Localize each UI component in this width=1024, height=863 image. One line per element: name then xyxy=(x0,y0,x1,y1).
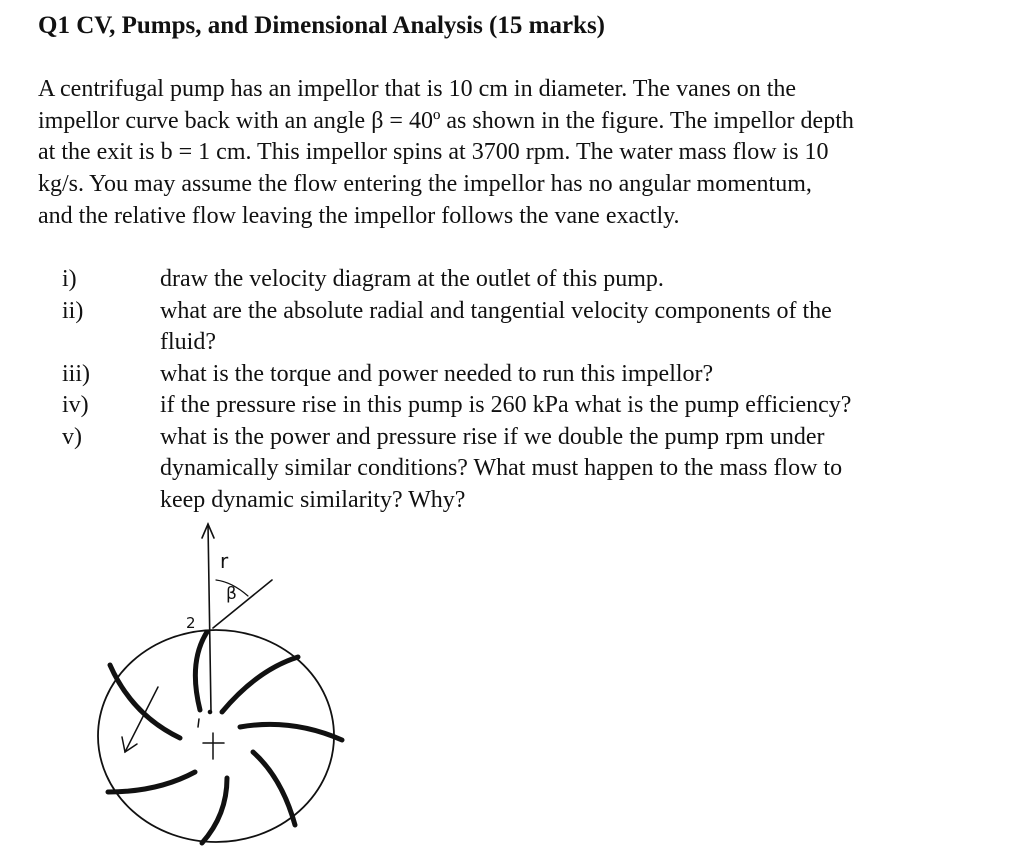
vane xyxy=(222,657,298,712)
part-number: i) xyxy=(62,266,77,292)
inlet-mark xyxy=(198,719,199,727)
part-number: iv) xyxy=(62,392,89,418)
part-text: if the pressure rise in this pump is 260 kPa what is the pump efficiency? xyxy=(160,392,852,418)
vane-angle-line xyxy=(213,580,272,628)
intro-line: A centrifugal pump has an impellor that is 10 cm in diameter. The vanes on the xyxy=(38,76,797,102)
part-text: what are the absolute radial and tangential velocity components of the xyxy=(160,297,832,324)
vane xyxy=(195,632,207,710)
question-title: Q1 CV, Pumps, and Dimensional Analysis (15 marks) xyxy=(38,12,606,39)
intro-line: impellor curve back with an angle β = 40º as shown in the figure. The impellor depth xyxy=(38,107,854,134)
vane xyxy=(108,772,195,792)
inlet-point xyxy=(208,710,212,714)
part-text: draw the velocity diagram at the outlet of this pump. xyxy=(160,266,664,292)
intro-line: kg/s. You may assume the flow entering the impellor has no angular momentum, xyxy=(38,171,812,198)
label-beta: β xyxy=(226,584,237,604)
intro-line: and the relative flow leaving the impellor follows the vane exactly. xyxy=(38,202,680,229)
vane xyxy=(110,665,180,738)
vane xyxy=(240,724,342,740)
part-text: fluid? xyxy=(160,329,216,355)
center-cross xyxy=(203,733,224,759)
part-text: what is the power and pressure rise if we double the pump rpm under xyxy=(160,423,825,450)
part-text: keep dynamic similarity? Why? xyxy=(160,486,466,513)
part-number: v) xyxy=(62,423,82,450)
radial-axis-arrow xyxy=(208,524,211,712)
vane xyxy=(253,752,295,825)
label-r: r xyxy=(220,549,229,573)
part-number: ii) xyxy=(62,297,84,324)
label-2: 2 xyxy=(186,614,196,632)
vane xyxy=(202,778,227,843)
part-number: iii) xyxy=(62,360,90,387)
intro-line: at the exit is b = 1 cm. This impellor spins at 3700 rpm. The water mass flow is 10 xyxy=(38,139,829,166)
part-text: dynamically similar conditions? What must happen to the mass flow to xyxy=(160,455,843,481)
part-text: what is the torque and power needed to run this impellor? xyxy=(160,360,714,387)
vanes xyxy=(108,632,342,843)
